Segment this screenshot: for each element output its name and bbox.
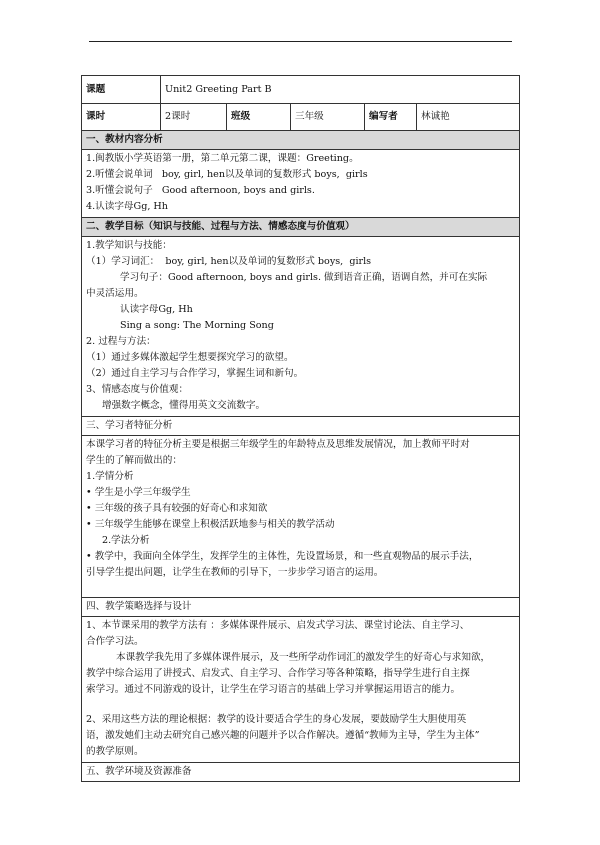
header-rule <box>89 41 512 42</box>
strategy-line: 的教学原则。 <box>86 746 144 757</box>
course-value: Unit2 Greeting Part B <box>160 76 519 103</box>
class-value: 三年级 <box>290 104 364 130</box>
section-body-content-analysis <box>82 150 519 218</box>
course-label: 课题 <box>86 83 106 95</box>
strategy-line: 合作学习法。 <box>86 636 144 647</box>
objective-line: （2）通过自主学习与合作学习，掌握生词和新句。 <box>86 368 304 379</box>
course-row <box>82 76 519 104</box>
strategy-line: 本课教学我先用了多媒体课件展示，及一些所学动作词汇的激发学生的好奇心与求知欲， <box>116 652 491 663</box>
objective-line: （1）学习词汇： boy, girl, hen以及单词的复数形式 boys, girls <box>86 256 372 267</box>
learner-line: 本课学习者的特征分析主要是根据三年级学生的年龄特点及思维发展情况，加上教师平时对 <box>86 439 470 450</box>
learner-line: 2.学法分析 <box>102 535 150 546</box>
section-title-strategy: 四、教学策略选择与设计 <box>82 598 519 617</box>
strategy-line: 索学习。通过不同游戏的设计，让学生在学习语言的基础上学习并掌握运用语言的能力。 <box>86 684 461 695</box>
learner-bullet: • 三年级的孩子具有较强的好奇心和求知欲 <box>86 503 268 514</box>
section-body-objectives <box>82 237 519 417</box>
section-title-content-analysis: 一、教材内容分析 <box>82 131 519 150</box>
content-line: 4.认读字母Gg, Hh <box>86 201 168 212</box>
section-body-learner-analysis <box>82 436 519 598</box>
objective-line: Sing a song: The Morning Song <box>120 320 274 331</box>
objective-line: 2. 过程与方法： <box>86 336 156 347</box>
section-title-environment: 五、教学环境及资源准备 <box>82 763 519 781</box>
author-value: 林诚艳 <box>416 104 519 130</box>
lesson-plan-table <box>81 75 520 782</box>
objective-line: 认读字母Gg, Hh <box>120 304 193 315</box>
content-line: 1.闽教版小学英语第一册，第二单元第二课，课题：Greeting。 <box>86 153 359 164</box>
strategy-line: 语，激发她们主动去研究自己感兴趣的问题并予以合作解决。遵循“教师为主导，学生为主体” <box>86 730 480 741</box>
content-line: 2.听懂会说单词 boy, girl, hen以及单词的复数形式 boys, girls <box>86 169 368 180</box>
learner-bullet: • 教学中，我面向全体学生，发挥学生的主体性，先设置场景，和一些直观物品的展示手法， <box>86 551 479 562</box>
content-line: 3.听懂会说句子 Good afternoon, boys and girls. <box>86 185 315 196</box>
meta-row <box>82 104 519 131</box>
objective-line: （1）通过多媒体激起学生想要探究学习的欲望。 <box>86 352 294 363</box>
hours-value: 2课时 <box>160 104 226 130</box>
section-title-learner-analysis: 三、学习者特征分析 <box>82 417 519 436</box>
spacer <box>86 698 515 712</box>
section-body-strategy <box>82 617 519 763</box>
strategy-line: 1、本节课采用的教学方法有 ：多媒体课件展示、启发式学习法、课堂讨论法、自主学习、 <box>86 620 470 631</box>
strategy-line: 教学中综合运用了讲授式、启发式、自主学习、合作学习等各种策略，指导学生进行自主探 <box>86 668 470 679</box>
objective-line: 增强数字概念，懂得用英文交流数字。 <box>102 400 266 411</box>
objective-line: 1.教学知识与技能： <box>86 240 172 251</box>
learner-bullet: • 学生是小学三年级学生 <box>86 487 191 498</box>
objective-line: 3、情感态度与价值观： <box>86 384 189 395</box>
learner-line: 1.学情分析 <box>86 471 134 482</box>
learner-line: 引导学生提出问题，让学生在教师的引导下，一步步学习语言的运用。 <box>86 567 384 578</box>
hours-label: 课时 <box>86 111 106 122</box>
learner-line: 学生的了解而做出的： <box>86 455 182 466</box>
objective-line: 学习句子：Good afternoon, boys and girls. 做到语音正确，语调自然，并可在实际 <box>120 272 488 283</box>
spacer <box>86 581 515 595</box>
author-label: 编写者 <box>364 104 416 130</box>
learner-bullet: • 三年级学生能够在课堂上积极活跃地参与相关的教学活动 <box>86 519 335 530</box>
objective-line: 中灵活运用。 <box>86 288 144 299</box>
class-label: 班级 <box>226 104 290 130</box>
strategy-line: 2、采用这些方法的理论根据：教学的设计要适合学生的身心发展，要鼓励学生大胆使用英 <box>86 714 467 725</box>
section-title-objectives: 二、教学目标（知识与技能、过程与方法、情感态度与价值观） <box>82 218 519 237</box>
